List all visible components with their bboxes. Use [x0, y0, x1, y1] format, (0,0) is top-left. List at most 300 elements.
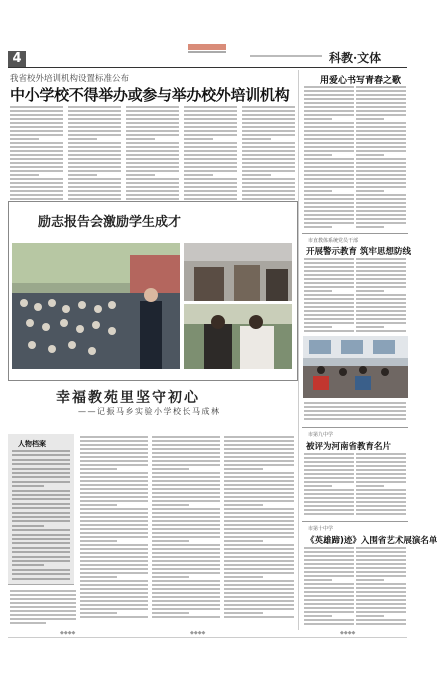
text-line — [68, 146, 121, 148]
text-line — [356, 611, 406, 613]
text-line — [356, 330, 406, 332]
text-line — [10, 618, 76, 620]
text-line — [304, 619, 354, 621]
text-line — [80, 508, 148, 510]
text-line — [242, 194, 295, 196]
masthead-rule — [8, 67, 407, 68]
text-line — [12, 569, 70, 571]
text-line — [80, 596, 148, 598]
text-line — [242, 142, 295, 144]
text-line — [304, 202, 354, 204]
text-line — [304, 86, 354, 88]
text-line — [304, 218, 354, 220]
text-line — [10, 110, 63, 112]
text-line — [356, 603, 406, 605]
text-line — [126, 134, 179, 136]
text-line — [184, 170, 237, 172]
text-line — [224, 484, 294, 486]
text-line — [68, 194, 121, 196]
text-line — [356, 150, 406, 152]
text-line — [80, 600, 148, 602]
text-line — [12, 560, 70, 562]
column-divider — [298, 70, 299, 630]
text-line — [80, 528, 148, 530]
text-line — [356, 266, 406, 268]
text-line — [304, 559, 354, 561]
text-line — [80, 592, 148, 594]
text-line — [224, 496, 294, 498]
text-line — [356, 278, 406, 280]
text-line — [304, 579, 332, 581]
text-line — [304, 591, 354, 593]
text-line — [304, 547, 354, 549]
text-line — [12, 481, 70, 483]
text-line — [224, 436, 294, 438]
text-line — [80, 612, 117, 614]
feature-title: 励志报告会激励学生成才 — [38, 215, 182, 230]
text-line — [184, 114, 237, 116]
text-line — [356, 457, 406, 459]
text-line — [304, 126, 354, 128]
text-line — [304, 505, 354, 507]
text-line — [10, 170, 63, 172]
text-line — [304, 493, 354, 495]
text-line — [152, 612, 189, 614]
text-line — [304, 497, 354, 499]
text-line — [356, 314, 406, 316]
text-line — [10, 130, 63, 132]
text-line — [12, 476, 70, 478]
text-line — [126, 162, 179, 164]
text-line — [80, 576, 117, 578]
text-line — [356, 134, 406, 136]
text-line — [12, 468, 70, 470]
text-line — [68, 174, 97, 176]
text-line — [80, 540, 117, 542]
text-line — [68, 178, 121, 180]
text-line — [126, 166, 179, 168]
text-line — [304, 477, 354, 479]
text-line — [356, 146, 406, 148]
text-line — [356, 274, 406, 276]
text-line — [224, 444, 294, 446]
text-line — [356, 130, 406, 132]
text-line — [356, 198, 406, 200]
right-article2-title: 开展警示教育 筑牢思想防线 — [306, 247, 411, 257]
text-line — [304, 210, 354, 212]
text-line — [152, 516, 220, 518]
text-line — [80, 496, 148, 498]
right-article4-title: 《英雄蹄)迹》入围省艺术展演名单 — [306, 536, 437, 546]
text-line — [304, 286, 354, 288]
text-line — [356, 114, 406, 116]
text-line — [152, 528, 220, 530]
text-line — [304, 402, 406, 404]
text-line — [356, 194, 406, 196]
text-line — [304, 563, 354, 565]
text-line — [356, 555, 406, 557]
text-line — [80, 532, 148, 534]
text-line — [304, 599, 354, 601]
text-line — [356, 615, 384, 617]
text-line — [242, 126, 295, 128]
text-line — [12, 450, 70, 452]
text-line — [242, 158, 295, 160]
text-line — [356, 547, 406, 549]
text-line — [356, 122, 406, 124]
text-line — [356, 162, 406, 164]
text-line — [184, 138, 213, 140]
text-line — [152, 552, 220, 554]
text-line — [68, 138, 97, 140]
text-line — [224, 544, 294, 546]
footer-mark-3: ◆◆◆◆ — [340, 630, 356, 636]
text-line — [80, 476, 148, 478]
text-line — [10, 150, 63, 152]
text-line — [304, 262, 354, 264]
text-line — [304, 595, 354, 597]
text-line — [242, 198, 295, 200]
text-line — [152, 460, 220, 462]
text-line — [184, 126, 237, 128]
text-line — [304, 615, 332, 617]
text-line — [304, 98, 354, 100]
text-line — [304, 469, 354, 471]
text-line — [304, 410, 406, 412]
text-line — [356, 294, 406, 296]
text-line — [224, 528, 294, 530]
text-line — [304, 575, 354, 577]
text-line — [126, 138, 155, 140]
text-line — [242, 170, 295, 172]
text-line — [80, 452, 148, 454]
text-line — [356, 485, 384, 487]
text-line — [224, 540, 263, 542]
text-line — [304, 567, 354, 569]
text-line — [356, 306, 406, 308]
text-line — [152, 560, 220, 562]
text-line — [126, 150, 179, 152]
text-line — [304, 306, 354, 308]
text-line — [12, 494, 70, 496]
text-line — [356, 567, 406, 569]
text-line — [80, 504, 117, 506]
text-line — [356, 551, 406, 553]
text-line — [304, 142, 354, 144]
text-line — [242, 190, 295, 192]
text-line — [184, 198, 237, 200]
text-line — [224, 464, 294, 466]
text-line — [126, 194, 179, 196]
text-line — [304, 274, 354, 276]
text-line — [80, 488, 148, 490]
text-line — [184, 134, 237, 136]
text-line — [152, 448, 220, 450]
text-line — [10, 590, 76, 592]
text-line — [304, 318, 354, 320]
text-line — [356, 595, 406, 597]
text-line — [152, 548, 220, 550]
text-line — [356, 226, 384, 228]
text-line — [12, 463, 70, 465]
text-line — [10, 114, 63, 116]
text-line — [10, 194, 63, 196]
text-line — [224, 468, 263, 470]
text-line — [126, 174, 155, 176]
text-line — [126, 154, 179, 156]
text-line — [356, 322, 406, 324]
text-line — [10, 158, 63, 160]
text-line — [184, 174, 213, 176]
text-line — [224, 532, 294, 534]
text-line — [10, 126, 63, 128]
sidebar-label: 人物档案 — [18, 440, 46, 448]
text-line — [152, 472, 220, 474]
text-line — [224, 608, 294, 610]
text-line — [68, 154, 121, 156]
text-line — [10, 622, 46, 624]
text-line — [12, 564, 44, 566]
text-line — [184, 162, 237, 164]
text-line — [68, 186, 121, 188]
text-line — [184, 110, 237, 112]
text-line — [12, 512, 70, 514]
text-line — [356, 286, 406, 288]
text-line — [356, 186, 406, 188]
text-line — [126, 178, 179, 180]
text-line — [10, 182, 63, 184]
text-line — [68, 126, 121, 128]
text-line — [126, 190, 179, 192]
text-line — [356, 575, 406, 577]
text-line — [12, 573, 70, 575]
text-line — [80, 468, 117, 470]
text-line — [184, 158, 237, 160]
text-line — [224, 612, 263, 614]
text-line — [304, 314, 354, 316]
text-line — [152, 512, 220, 514]
text-line — [152, 616, 220, 618]
text-line — [12, 498, 70, 500]
text-line — [10, 178, 63, 180]
text-line — [304, 607, 354, 609]
text-line — [152, 584, 220, 586]
text-line — [224, 560, 294, 562]
text-line — [80, 472, 148, 474]
text-line — [152, 556, 220, 558]
text-line — [224, 592, 294, 594]
text-line — [224, 488, 294, 490]
text-line — [224, 508, 294, 510]
text-line — [10, 154, 63, 156]
text-line — [126, 110, 179, 112]
text-line — [356, 473, 406, 475]
text-line — [184, 194, 237, 196]
text-line — [80, 584, 148, 586]
text-line — [68, 166, 121, 168]
text-line — [356, 619, 406, 621]
text-line — [356, 126, 406, 128]
text-line — [242, 174, 271, 176]
text-line — [224, 596, 294, 598]
text-line — [242, 162, 295, 164]
text-line — [80, 616, 148, 618]
text-line — [152, 532, 220, 534]
text-line — [80, 512, 148, 514]
main-photo — [12, 243, 180, 369]
text-line — [304, 302, 354, 304]
text-line — [242, 110, 295, 112]
text-line — [152, 540, 189, 542]
lead-headline: 中小学校不得举办或参与举办校外培训机构 — [10, 86, 290, 104]
text-line — [304, 611, 354, 613]
text-line — [304, 298, 354, 300]
text-line — [152, 600, 220, 602]
text-line — [356, 497, 406, 499]
text-line — [12, 459, 70, 461]
text-line — [356, 262, 406, 264]
text-line — [304, 278, 354, 280]
text-line — [304, 118, 332, 120]
text-line — [10, 146, 63, 148]
text-line — [304, 513, 354, 515]
text-line — [356, 607, 406, 609]
text-line — [126, 158, 179, 160]
text-line — [224, 556, 294, 558]
text-line — [224, 472, 294, 474]
text-line — [68, 190, 121, 192]
text-line — [304, 330, 354, 332]
text-line — [80, 608, 148, 610]
text-line — [126, 182, 179, 184]
side-photo-bottom — [184, 304, 292, 369]
text-line — [356, 270, 406, 272]
text-line — [184, 150, 237, 152]
text-line — [304, 623, 354, 625]
text-line — [224, 480, 294, 482]
text-line — [224, 512, 294, 514]
text-line — [12, 534, 70, 536]
text-line — [304, 190, 332, 192]
text-line — [12, 503, 70, 505]
text-line — [356, 477, 406, 479]
text-line — [242, 186, 295, 188]
text-line — [80, 456, 148, 458]
text-line — [68, 158, 121, 160]
text-line — [224, 440, 294, 442]
text-line — [68, 110, 121, 112]
text-line — [12, 542, 70, 544]
text-line — [242, 130, 295, 132]
text-line — [68, 114, 121, 116]
text-line — [80, 568, 148, 570]
text-line — [10, 134, 63, 136]
text-line — [126, 114, 179, 116]
text-line — [68, 182, 121, 184]
text-line — [356, 559, 406, 561]
text-line — [356, 98, 406, 100]
text-line — [80, 460, 148, 462]
text-line — [356, 222, 406, 224]
text-line — [356, 513, 406, 515]
text-line — [356, 505, 406, 507]
text-line — [356, 206, 406, 208]
text-line — [152, 436, 220, 438]
editor-line — [250, 55, 322, 57]
text-line — [152, 520, 220, 522]
text-line — [12, 529, 70, 531]
text-line — [242, 178, 295, 180]
text-line — [10, 122, 63, 124]
text-line — [10, 142, 63, 144]
text-line — [356, 110, 406, 112]
text-line — [304, 106, 354, 108]
text-line — [304, 94, 354, 96]
text-line — [304, 214, 354, 216]
text-line — [304, 457, 354, 459]
text-line — [304, 102, 354, 104]
text-line — [152, 592, 220, 594]
text-line — [224, 516, 294, 518]
footer-mark-1: ◆◆◆◆ — [60, 630, 76, 636]
text-line — [152, 440, 220, 442]
text-line — [12, 454, 70, 456]
text-line — [12, 538, 70, 540]
text-line — [152, 588, 220, 590]
right-article3-kicker: 市第九中学 — [308, 432, 334, 438]
text-line — [12, 525, 44, 527]
text-line — [224, 452, 294, 454]
text-line — [80, 480, 148, 482]
text-line — [152, 468, 189, 470]
text-line — [304, 501, 354, 503]
text-line — [80, 500, 148, 502]
text-line — [304, 453, 354, 455]
text-line — [152, 476, 220, 478]
text-line — [152, 488, 220, 490]
text-line — [356, 174, 406, 176]
text-line — [68, 170, 121, 172]
text-line — [152, 596, 220, 598]
text-line — [356, 138, 406, 140]
text-line — [304, 509, 354, 511]
text-line — [242, 182, 295, 184]
text-line — [80, 556, 148, 558]
text-line — [68, 118, 121, 120]
text-line — [242, 150, 295, 152]
text-line — [80, 440, 148, 442]
text-line — [224, 584, 294, 586]
text-line — [304, 418, 406, 420]
text-line — [126, 130, 179, 132]
text-line — [12, 490, 70, 492]
text-line — [356, 453, 406, 455]
text-line — [224, 572, 294, 574]
text-line — [304, 461, 354, 463]
text-line — [304, 406, 406, 408]
text-line — [126, 126, 179, 128]
text-line — [356, 102, 406, 104]
text-line — [304, 110, 354, 112]
text-line — [80, 492, 148, 494]
text-line — [152, 496, 220, 498]
text-line — [80, 520, 148, 522]
text-line — [242, 138, 271, 140]
text-line — [356, 118, 384, 120]
text-line — [80, 548, 148, 550]
right-article1-title: 用爱心书写青春之歌 — [320, 76, 402, 86]
text-line — [152, 580, 220, 582]
